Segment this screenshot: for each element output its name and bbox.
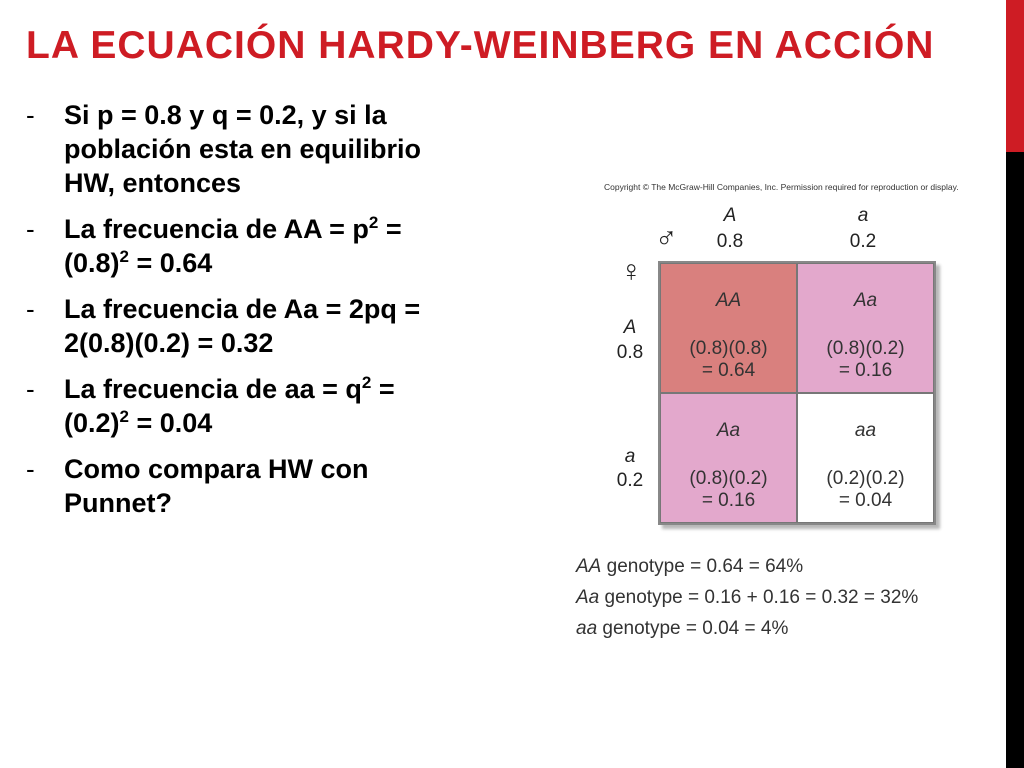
- cell-calc: (0.8)(0.8): [689, 338, 768, 359]
- bullet-dash: -: [26, 294, 35, 324]
- punnett-cell: [660, 263, 797, 393]
- cell-result: = 0.16: [701, 490, 756, 511]
- summary-line: [576, 551, 918, 582]
- cell-calc: (0.2)(0.2): [826, 468, 905, 489]
- summary-genotype: AA: [576, 556, 602, 577]
- bullet-line: =: [371, 374, 395, 404]
- bullet-dash: -: [26, 454, 35, 484]
- row-header-allele: a: [624, 446, 636, 467]
- bullet-line: (0.2): [64, 408, 120, 438]
- bullet-line: HW, entonces: [64, 168, 242, 198]
- bullet-item: [26, 372, 526, 440]
- superscript: 2: [119, 247, 129, 266]
- bullet-list: [26, 98, 526, 532]
- bullet-line: = 0.04: [129, 408, 213, 438]
- cell-genotype: AA: [715, 290, 742, 311]
- bullet-item: [26, 292, 526, 360]
- cell-genotype: Aa: [853, 290, 878, 311]
- summary-text: genotype = 0.64 = 64%: [601, 556, 804, 577]
- cell-result: = 0.64: [701, 360, 756, 381]
- cell-genotype: Aa: [716, 420, 741, 441]
- bullet-dash: -: [26, 214, 35, 244]
- superscript: 2: [368, 213, 379, 232]
- cell-calc: (0.8)(0.2): [689, 468, 768, 489]
- col-header-allele: A: [723, 205, 737, 226]
- punnett-square: [658, 261, 936, 525]
- genotype-summary: [576, 551, 918, 644]
- bullet-line: La frecuencia de AA = p: [64, 214, 369, 244]
- col-header-freq: 0.8: [716, 231, 744, 252]
- bullet-text: [64, 98, 421, 200]
- punnett-cell: [797, 393, 934, 523]
- bullet-item: [26, 212, 526, 280]
- bullet-line: La frecuencia de aa = q: [64, 374, 362, 404]
- female-symbol-icon: ♀: [620, 255, 643, 288]
- summary-line: [576, 582, 918, 613]
- punnett-cell: [660, 393, 797, 523]
- summary-line: [576, 613, 918, 644]
- bullet-text: [64, 212, 402, 280]
- bullet-text: [64, 292, 420, 360]
- bullet-dash: -: [26, 374, 35, 404]
- cell-genotype: aa: [854, 420, 877, 441]
- bullet-line: Punnet?: [64, 488, 172, 518]
- punnett-cell: [797, 263, 934, 393]
- row-header-allele: A: [623, 317, 637, 338]
- bullet-line: (0.8): [64, 248, 120, 278]
- bullet-text: [64, 372, 395, 440]
- bullet-item: [26, 452, 526, 520]
- cell-result: = 0.16: [838, 360, 893, 381]
- summary-genotype: Aa: [576, 587, 600, 608]
- col-header-allele: a: [857, 205, 869, 226]
- bullet-line: población esta en equilibrio: [64, 134, 422, 164]
- superscript: 2: [361, 373, 372, 392]
- cell-calc: (0.8)(0.2): [826, 338, 905, 359]
- summary-text: genotype = 0.16 + 0.16 = 0.32 = 32%: [599, 587, 919, 608]
- summary-genotype: aa: [576, 618, 598, 639]
- accent-bar-black: [1006, 152, 1024, 768]
- copyright-notice: Copyright © The McGraw-Hill Companies, Inc. Permission required for reproduction or display.: [604, 182, 959, 192]
- bullet-dash: -: [26, 100, 35, 130]
- accent-bar-red: [1006, 0, 1024, 152]
- bullet-line: = 0.64: [129, 248, 213, 278]
- summary-text: genotype = 0.04 = 4%: [597, 618, 789, 639]
- bullet-line: Si p = 0.8 y q = 0.2, y si la: [64, 100, 387, 130]
- male-symbol-icon: ♂: [655, 222, 678, 255]
- bullet-text: [64, 452, 369, 520]
- row-header-freq: 0.8: [616, 342, 644, 363]
- row-header-freq: 0.2: [616, 470, 644, 491]
- bullet-line: 2(0.8)(0.2) = 0.32: [64, 328, 274, 358]
- slide-title: LA ECUACIÓN HARDY-WEINBERG EN ACCIÓN: [26, 24, 935, 67]
- cell-result: = 0.04: [838, 490, 893, 511]
- col-header-freq: 0.2: [849, 231, 877, 252]
- bullet-line: =: [378, 214, 402, 244]
- bullet-line: La frecuencia de Aa = 2pq =: [64, 294, 421, 324]
- bullet-line: Como compara HW con: [64, 454, 369, 484]
- superscript: 2: [119, 407, 129, 426]
- bullet-item: [26, 98, 526, 200]
